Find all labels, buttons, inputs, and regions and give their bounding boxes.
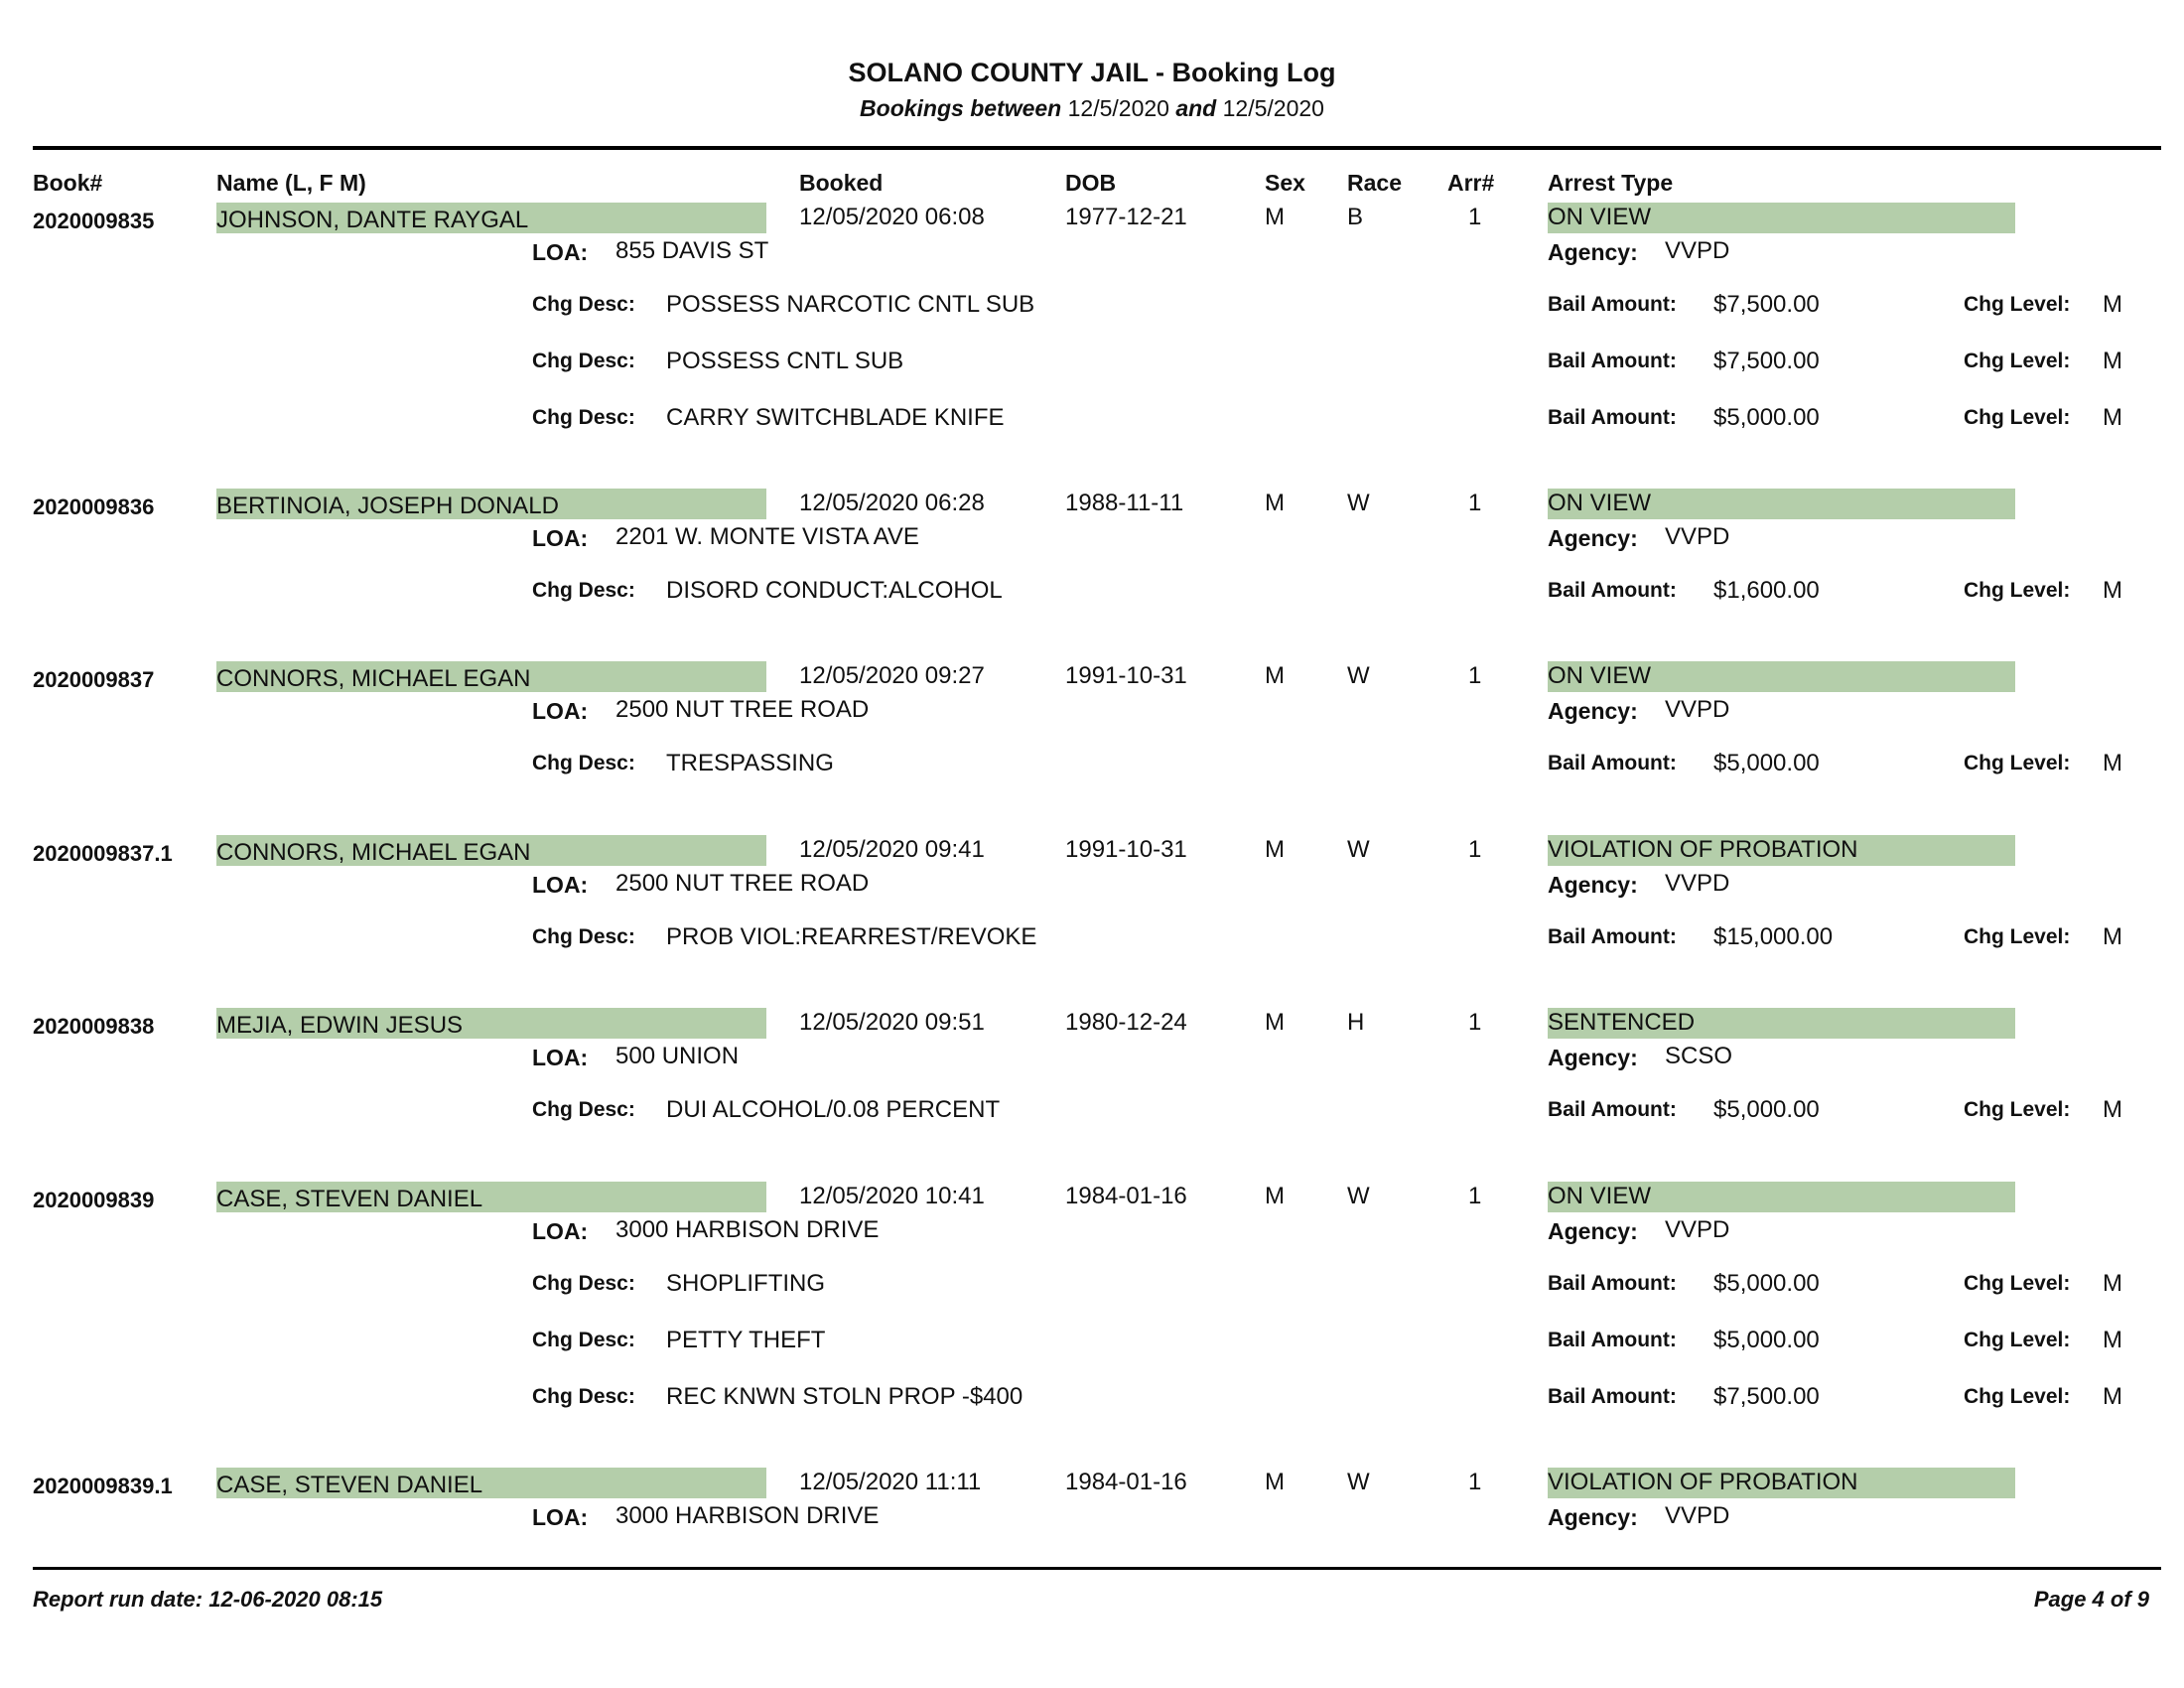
charge-level-label: Chg Level:: [1964, 406, 2071, 429]
agency: VVPD: [1665, 870, 1730, 897]
booked-datetime: 12/05/2020 06:28: [799, 490, 985, 516]
charge-description: POSSESS NARCOTIC CNTL SUB: [666, 291, 1035, 318]
date-of-birth: 1984-01-16: [1065, 1183, 1187, 1209]
bail-amount: $7,500.00: [1713, 1383, 1820, 1410]
arrest-number: 1: [1468, 1183, 1482, 1209]
sex: M: [1265, 1183, 1285, 1209]
col-name: Name (L, F M): [216, 170, 366, 196]
location-of-arrest: 3000 HARBISON DRIVE: [615, 1216, 880, 1243]
bail-amount: $5,000.00: [1713, 1270, 1820, 1297]
book-number: 2020009835: [33, 209, 155, 233]
col-dob: DOB: [1065, 170, 1117, 196]
inmate-name: CASE, STEVEN DANIEL: [216, 1472, 483, 1498]
charge-desc-label: Chg Desc:: [532, 1329, 635, 1351]
sex: M: [1265, 662, 1285, 689]
charge-desc-label: Chg Desc:: [532, 1098, 635, 1121]
sex: M: [1265, 1469, 1285, 1495]
charge-level: M: [2103, 750, 2122, 776]
charge-level-label: Chg Level:: [1964, 293, 2071, 316]
date-of-birth: 1980-12-24: [1065, 1009, 1187, 1036]
charge-level-label: Chg Level:: [1964, 925, 2071, 948]
inmate-name: CONNORS, MICHAEL EGAN: [216, 665, 531, 692]
charge-level: M: [2103, 577, 2122, 604]
arrest-number: 1: [1468, 204, 1482, 230]
col-arr: Arr#: [1447, 170, 1495, 196]
charge-desc-label: Chg Desc:: [532, 579, 635, 602]
charge-level: M: [2103, 404, 2122, 431]
book-number: 2020009836: [33, 494, 155, 519]
loa-label: LOA:: [532, 1218, 589, 1244]
bail-amount-label: Bail Amount:: [1548, 579, 1677, 602]
charge-level-label: Chg Level:: [1964, 1098, 2071, 1121]
loa-label: LOA:: [532, 698, 589, 724]
location-of-arrest: 2500 NUT TREE ROAD: [615, 870, 870, 897]
agency: VVPD: [1665, 1216, 1730, 1243]
charge-description: PETTY THEFT: [666, 1327, 826, 1353]
charge-level-label: Chg Level:: [1964, 1272, 2071, 1295]
agency-label: Agency:: [1548, 1218, 1638, 1244]
book-number: 2020009837: [33, 667, 155, 692]
date-of-birth: 1984-01-16: [1065, 1469, 1187, 1495]
bail-amount-label: Bail Amount:: [1548, 293, 1677, 316]
charge-desc-label: Chg Desc:: [532, 1385, 635, 1408]
agency-label: Agency:: [1548, 872, 1638, 898]
subtitle-and: and: [1175, 95, 1217, 121]
inmate-name: BERTINOIA, JOSEPH DONALD: [216, 492, 559, 519]
book-number: 2020009839: [33, 1188, 155, 1212]
location-of-arrest: 2201 W. MONTE VISTA AVE: [615, 523, 919, 550]
page-number: Page 4 of 9: [2033, 1587, 2149, 1612]
charge-level: M: [2103, 1383, 2122, 1410]
sex: M: [1265, 836, 1285, 863]
bail-amount: $7,500.00: [1713, 348, 1820, 374]
charge-level: M: [2103, 348, 2122, 374]
arrest-type: VIOLATION OF PROBATION: [1548, 1469, 1858, 1495]
race: B: [1347, 204, 1364, 230]
col-arrest-type: Arrest Type: [1548, 170, 1674, 196]
arrest-number: 1: [1468, 836, 1482, 863]
charge-level: M: [2103, 1327, 2122, 1353]
charge-level-label: Chg Level:: [1964, 752, 2071, 774]
booked-datetime: 12/05/2020 09:51: [799, 1009, 985, 1036]
inmate-name: MEJIA, EDWIN JESUS: [216, 1012, 464, 1039]
bail-amount-label: Bail Amount:: [1548, 1385, 1677, 1408]
bail-amount-label: Bail Amount:: [1548, 350, 1677, 372]
charge-level: M: [2103, 291, 2122, 318]
col-booked: Booked: [799, 170, 884, 196]
agency: VVPD: [1665, 523, 1730, 550]
arrest-type: VIOLATION OF PROBATION: [1548, 836, 1858, 863]
inmate-name: CONNORS, MICHAEL EGAN: [216, 839, 531, 866]
arrest-type: ON VIEW: [1548, 662, 1652, 689]
book-number: 2020009837.1: [33, 841, 173, 866]
col-book: Book#: [33, 170, 103, 196]
inmate-name: JOHNSON, DANTE RAYGAL: [216, 207, 529, 233]
charge-level-label: Chg Level:: [1964, 1329, 2071, 1351]
agency: VVPD: [1665, 1502, 1730, 1529]
charge-description: SHOPLIFTING: [666, 1270, 826, 1297]
bail-amount-label: Bail Amount:: [1548, 925, 1677, 948]
footer-divider: [33, 1567, 2161, 1570]
charge-level: M: [2103, 1096, 2122, 1123]
race: H: [1347, 1009, 1365, 1036]
arrest-type: ON VIEW: [1548, 490, 1652, 516]
charge-level-label: Chg Level:: [1964, 1385, 2071, 1408]
subtitle-prefix: Bookings between: [860, 95, 1062, 121]
race: W: [1347, 1183, 1370, 1209]
race: W: [1347, 836, 1370, 863]
date-to: 12/5/2020: [1222, 95, 1324, 121]
charge-description: REC KNWN STOLN PROP -$400: [666, 1383, 1024, 1410]
bail-amount-label: Bail Amount:: [1548, 752, 1677, 774]
charge-level-label: Chg Level:: [1964, 579, 2071, 602]
bail-amount-label: Bail Amount:: [1548, 1098, 1677, 1121]
race: W: [1347, 490, 1370, 516]
charge-desc-label: Chg Desc:: [532, 925, 635, 948]
booked-datetime: 12/05/2020 11:11: [799, 1469, 982, 1495]
charge-desc-label: Chg Desc:: [532, 406, 635, 429]
arrest-type: ON VIEW: [1548, 1183, 1652, 1209]
location-of-arrest: 855 DAVIS ST: [615, 237, 769, 264]
bail-amount: $5,000.00: [1713, 1327, 1820, 1353]
booked-datetime: 12/05/2020 09:41: [799, 836, 985, 863]
loa-label: LOA:: [532, 525, 589, 551]
agency: SCSO: [1665, 1043, 1733, 1069]
charge-description: CARRY SWITCHBLADE KNIFE: [666, 404, 1005, 431]
arrest-number: 1: [1468, 662, 1482, 689]
sex: M: [1265, 490, 1285, 516]
booked-datetime: 12/05/2020 10:41: [799, 1183, 985, 1209]
location-of-arrest: 3000 HARBISON DRIVE: [615, 1502, 880, 1529]
col-race: Race: [1347, 170, 1402, 196]
charge-description: DISORD CONDUCT:ALCOHOL: [666, 577, 1003, 604]
agency: VVPD: [1665, 237, 1730, 264]
bail-amount-label: Bail Amount:: [1548, 1329, 1677, 1351]
date-of-birth: 1977-12-21: [1065, 204, 1187, 230]
charge-description: DUI ALCOHOL/0.08 PERCENT: [666, 1096, 1001, 1123]
charge-desc-label: Chg Desc:: [532, 1272, 635, 1295]
charge-desc-label: Chg Desc:: [532, 350, 635, 372]
col-sex: Sex: [1265, 170, 1305, 196]
agency-label: Agency:: [1548, 1504, 1638, 1530]
charge-level-label: Chg Level:: [1964, 350, 2071, 372]
agency: VVPD: [1665, 696, 1730, 723]
book-number: 2020009838: [33, 1014, 155, 1039]
race: W: [1347, 662, 1370, 689]
loa-label: LOA:: [532, 1045, 589, 1070]
bail-amount: $5,000.00: [1713, 1096, 1820, 1123]
bail-amount: $7,500.00: [1713, 291, 1820, 318]
report-title: SOLANO COUNTY JAIL - Booking Log: [848, 58, 1336, 87]
header-divider: [33, 146, 2161, 150]
bail-amount: $5,000.00: [1713, 404, 1820, 431]
charge-desc-label: Chg Desc:: [532, 752, 635, 774]
bail-amount: $15,000.00: [1713, 923, 1834, 950]
booked-datetime: 12/05/2020 09:27: [799, 662, 985, 689]
book-number: 2020009839.1: [33, 1474, 173, 1498]
date-from: 12/5/2020: [1067, 95, 1169, 121]
date-of-birth: 1991-10-31: [1065, 836, 1187, 863]
arrest-type: SENTENCED: [1548, 1009, 1696, 1036]
report-subtitle: [0, 95, 2184, 122]
agency-label: Agency:: [1548, 698, 1638, 724]
date-of-birth: 1988-11-11: [1065, 490, 1184, 516]
agency-label: Agency:: [1548, 525, 1638, 551]
sex: M: [1265, 1009, 1285, 1036]
charge-description: TRESPASSING: [666, 750, 834, 776]
agency-label: Agency:: [1548, 239, 1638, 265]
bail-amount-label: Bail Amount:: [1548, 406, 1677, 429]
arrest-number: 1: [1468, 1469, 1482, 1495]
loa-label: LOA:: [532, 872, 589, 898]
bail-amount: $1,600.00: [1713, 577, 1820, 604]
charge-description: PROB VIOL:REARREST/REVOKE: [666, 923, 1037, 950]
bail-amount-label: Bail Amount:: [1548, 1272, 1677, 1295]
arrest-type: ON VIEW: [1548, 204, 1652, 230]
sex: M: [1265, 204, 1285, 230]
location-of-arrest: 2500 NUT TREE ROAD: [615, 696, 870, 723]
agency-label: Agency:: [1548, 1045, 1638, 1070]
loa-label: LOA:: [532, 1504, 589, 1530]
bail-amount: $5,000.00: [1713, 750, 1820, 776]
location-of-arrest: 500 UNION: [615, 1043, 740, 1069]
loa-label: LOA:: [532, 239, 589, 265]
charge-level: M: [2103, 1270, 2122, 1297]
charge-description: POSSESS CNTL SUB: [666, 348, 904, 374]
charge-level: M: [2103, 923, 2122, 950]
booked-datetime: 12/05/2020 06:08: [799, 204, 985, 230]
arrest-number: 1: [1468, 1009, 1482, 1036]
report-run-date: Report run date: 12-06-2020 08:15: [33, 1587, 383, 1612]
arrest-number: 1: [1468, 490, 1482, 516]
race: W: [1347, 1469, 1370, 1495]
date-of-birth: 1991-10-31: [1065, 662, 1187, 689]
charge-desc-label: Chg Desc:: [532, 293, 635, 316]
inmate-name: CASE, STEVEN DANIEL: [216, 1186, 483, 1212]
